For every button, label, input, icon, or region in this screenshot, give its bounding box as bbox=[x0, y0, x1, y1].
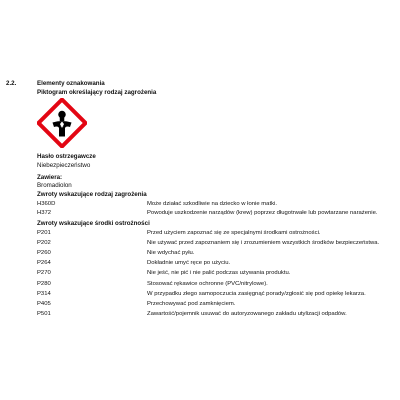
statement-code: P405 bbox=[37, 301, 51, 307]
statement-text: Zawartość/pojemnik usuwać do autoryzowanego zakładu utylizacji odpadów. bbox=[147, 311, 347, 317]
contains-value: Bromadiolon bbox=[37, 182, 72, 189]
signal-word-value: Niebezpieczeństwo bbox=[37, 162, 91, 169]
statement-text: Przed użyciem zapoznać się ze specjalnymi środkami ostrożności. bbox=[147, 230, 321, 236]
statement-text: Dokładnie umyć ręce po użyciu. bbox=[147, 260, 231, 266]
precautionary-statement-row bbox=[37, 250, 397, 258]
statement-text: W przypadku złego samopoczucia zasięgnąć porady/zgłosić się pod opiekę lekarza. bbox=[147, 291, 366, 297]
statement-code: P264 bbox=[37, 260, 51, 266]
statement-text: Przechowywać pod zamknięciem. bbox=[147, 301, 236, 307]
statement-code: H360D bbox=[37, 201, 56, 207]
statement-text: Stosować rękawice ochronne (PVC/nitrylowe). bbox=[147, 281, 268, 287]
pictogram-heading: Piktogram określający rodzaj zagrożenia bbox=[37, 89, 157, 96]
signal-word-label: Hasło ostrzegawcze bbox=[37, 153, 96, 160]
statement-code: P201 bbox=[37, 230, 51, 236]
statement-text: Powoduje uszkodzenie narządów (krew) poprzez długotrwałe lub powtarzane narażenie. bbox=[147, 210, 378, 216]
section-number: 2.2. bbox=[6, 80, 17, 87]
precautionary-statement-row bbox=[37, 240, 397, 248]
statement-text: Nie używać przed zapoznaniem się i zrozumieniem wszystkich środków bezpieczeństwa. bbox=[147, 240, 380, 246]
precautionary-statement-row bbox=[37, 270, 397, 278]
contains-label: Zawiera: bbox=[37, 174, 63, 181]
hazard-statement-row bbox=[37, 201, 397, 209]
statement-text: Nie jeść, nie pić i nie palić podczas używania produktu. bbox=[147, 270, 291, 276]
statement-code: P501 bbox=[37, 311, 51, 317]
statement-text: Może działać szkodliwie na dziecko w łonie matki. bbox=[147, 201, 277, 207]
statement-code: P270 bbox=[37, 270, 51, 276]
statement-code: P202 bbox=[37, 240, 51, 246]
precautionary-statement-row bbox=[37, 281, 397, 289]
statement-code: P314 bbox=[37, 291, 51, 297]
statement-text: Nie wdychać pyłu. bbox=[147, 250, 195, 256]
precautionary-statement-row bbox=[37, 291, 397, 299]
hazard-statement-row bbox=[37, 210, 397, 218]
precautionary-statement-row bbox=[37, 260, 397, 268]
health-hazard-icon bbox=[37, 98, 87, 148]
statement-code: P260 bbox=[37, 250, 51, 256]
section-title: Elementy oznakowania bbox=[37, 80, 105, 87]
precautionary-statement-row bbox=[37, 311, 397, 319]
statement-code: P280 bbox=[37, 281, 51, 287]
precautionary-statement-row bbox=[37, 230, 397, 238]
statement-code: H372 bbox=[37, 210, 52, 216]
precautionary-statements-heading: Zwroty wskazujące środki ostrożności bbox=[37, 220, 150, 227]
precautionary-statement-row bbox=[37, 301, 397, 309]
hazard-statements-heading: Zwroty wskazujące rodzaj zagrożenia bbox=[37, 191, 147, 198]
